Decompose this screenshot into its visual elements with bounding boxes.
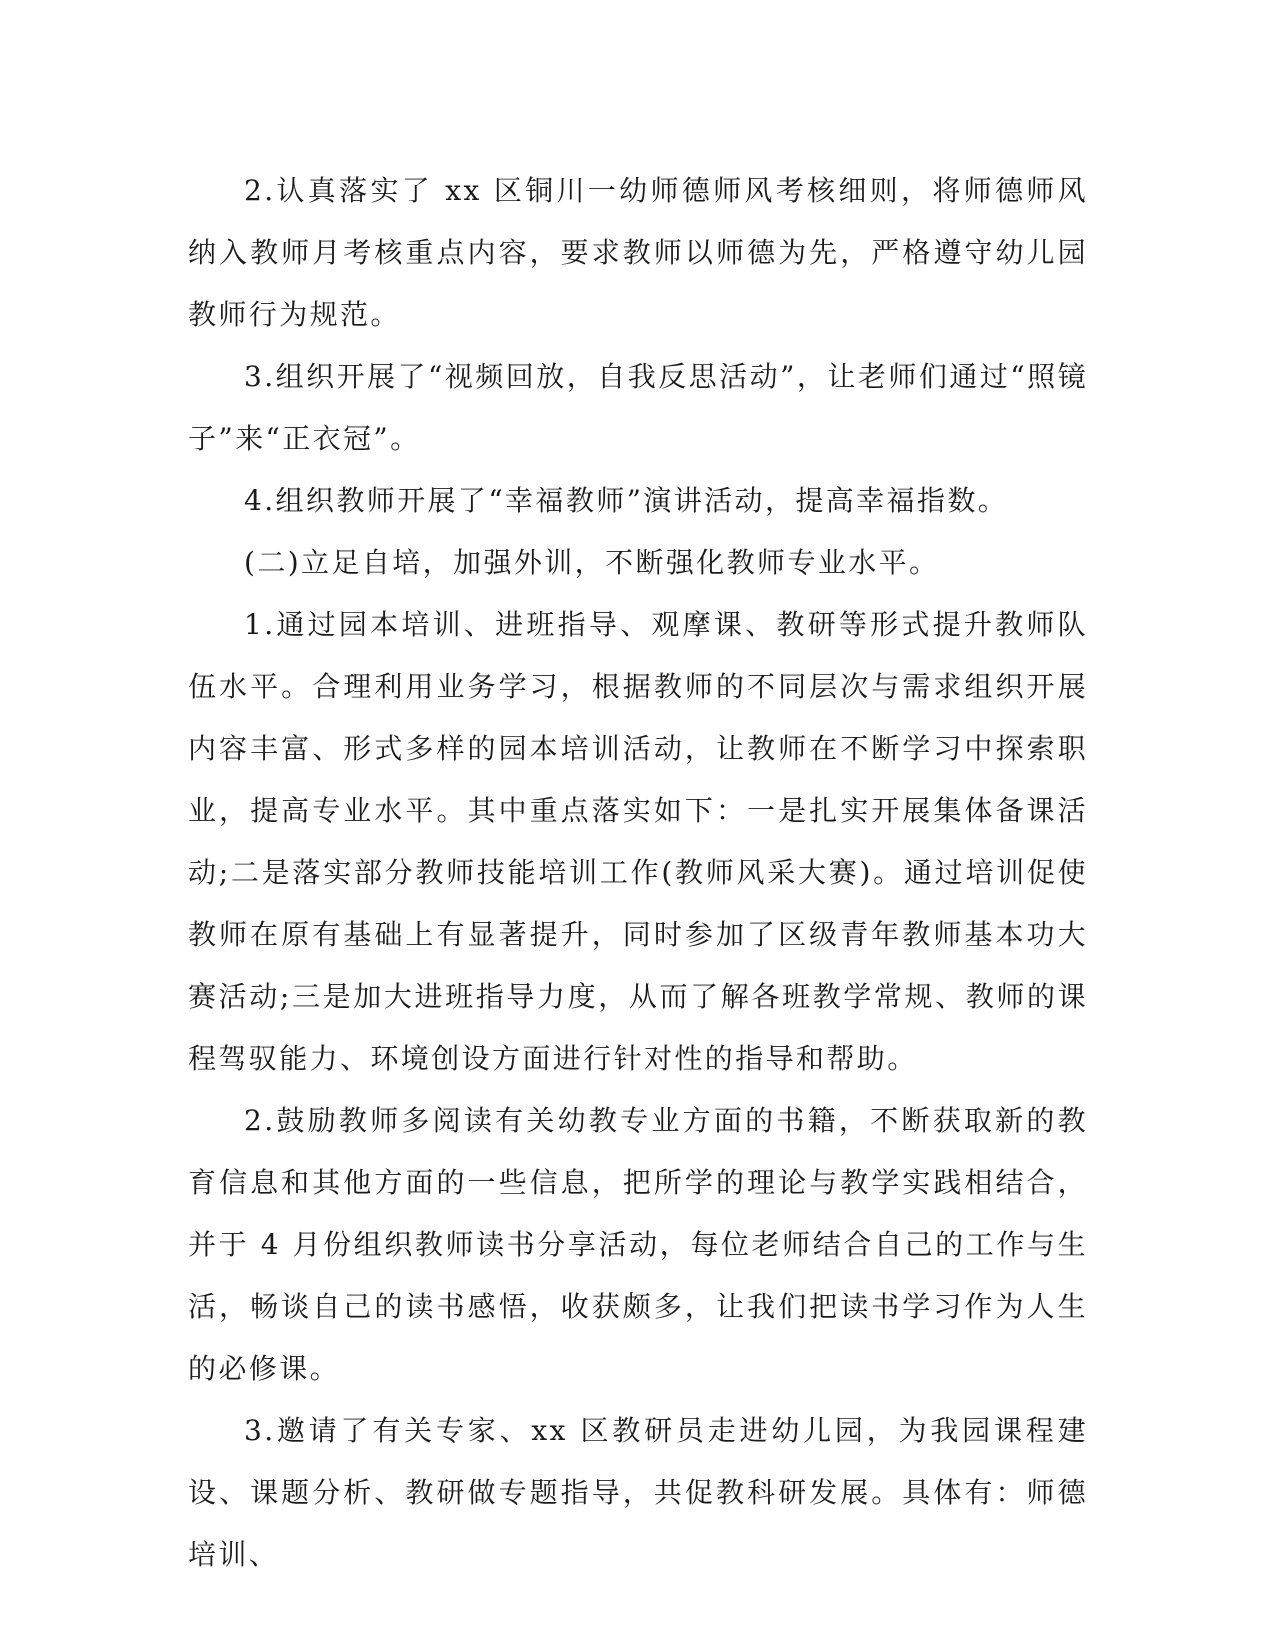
paragraph-2: 3.组织开展了“视频回放，自我反思活动”，让老师们通过“照镜子”来“正衣冠”。 [188, 360, 1088, 455]
paragraph-4: 1.通过园本培训、进班指导、观摩课、教研等形式提升教师队伍水平。合理利用业务学习，根据教师的不同层次与需求组织开展内容丰富、形式多样的园本培训活动，让教师在不断学习中探索职业，提高专业水平。其中重点落实如下：一是扎实开展集体备课活动;二是落实部分教师技能培训工作(教师风采大赛)。通过培训促使教师在原有基础上有显著提升，同时参加了区级青年教师基本功大赛活动;三是加大进班指导力度，从而了解各班教学常规、教师的课程驾驭能力、环境创设方面进行针对性的指导和帮助。 [188, 608, 1088, 1075]
paragraph-6: 3.邀请了有关专家、xx 区教研员走进幼儿园，为我园课程建设、课题分析、教研做专题指导，共促教科研发展。具体有：师德培训、 [188, 1414, 1088, 1571]
paragraph-1: 2.认真落实了 xx 区铜川一幼师德师风考核细则，将师德师风纳入教师月考核重点内容，要求教师以师德为先，严格遵守幼儿园教师行为规范。 [188, 174, 1088, 331]
paragraph-3: 4.组织教师开展了“幸福教师”演讲活动，提高幸福指数。 [244, 484, 1009, 517]
paragraph-5: 2.鼓励教师多阅读有关幼教专业方面的书籍，不断获取新的教育信息和其他方面的一些信息，把所学的理论与教学实践相结合，并于 4 月份组织教师读书分享活动，每位老师结合自己的工作与生活，畅谈自己的读书感悟，收获颇多，让我们把读书学习作为人生的必修课。 [188, 1104, 1088, 1385]
section-heading: (二)立足自培，加强外训，不断强化教师专业水平。 [244, 546, 940, 579]
document-body [188, 160, 1088, 1586]
